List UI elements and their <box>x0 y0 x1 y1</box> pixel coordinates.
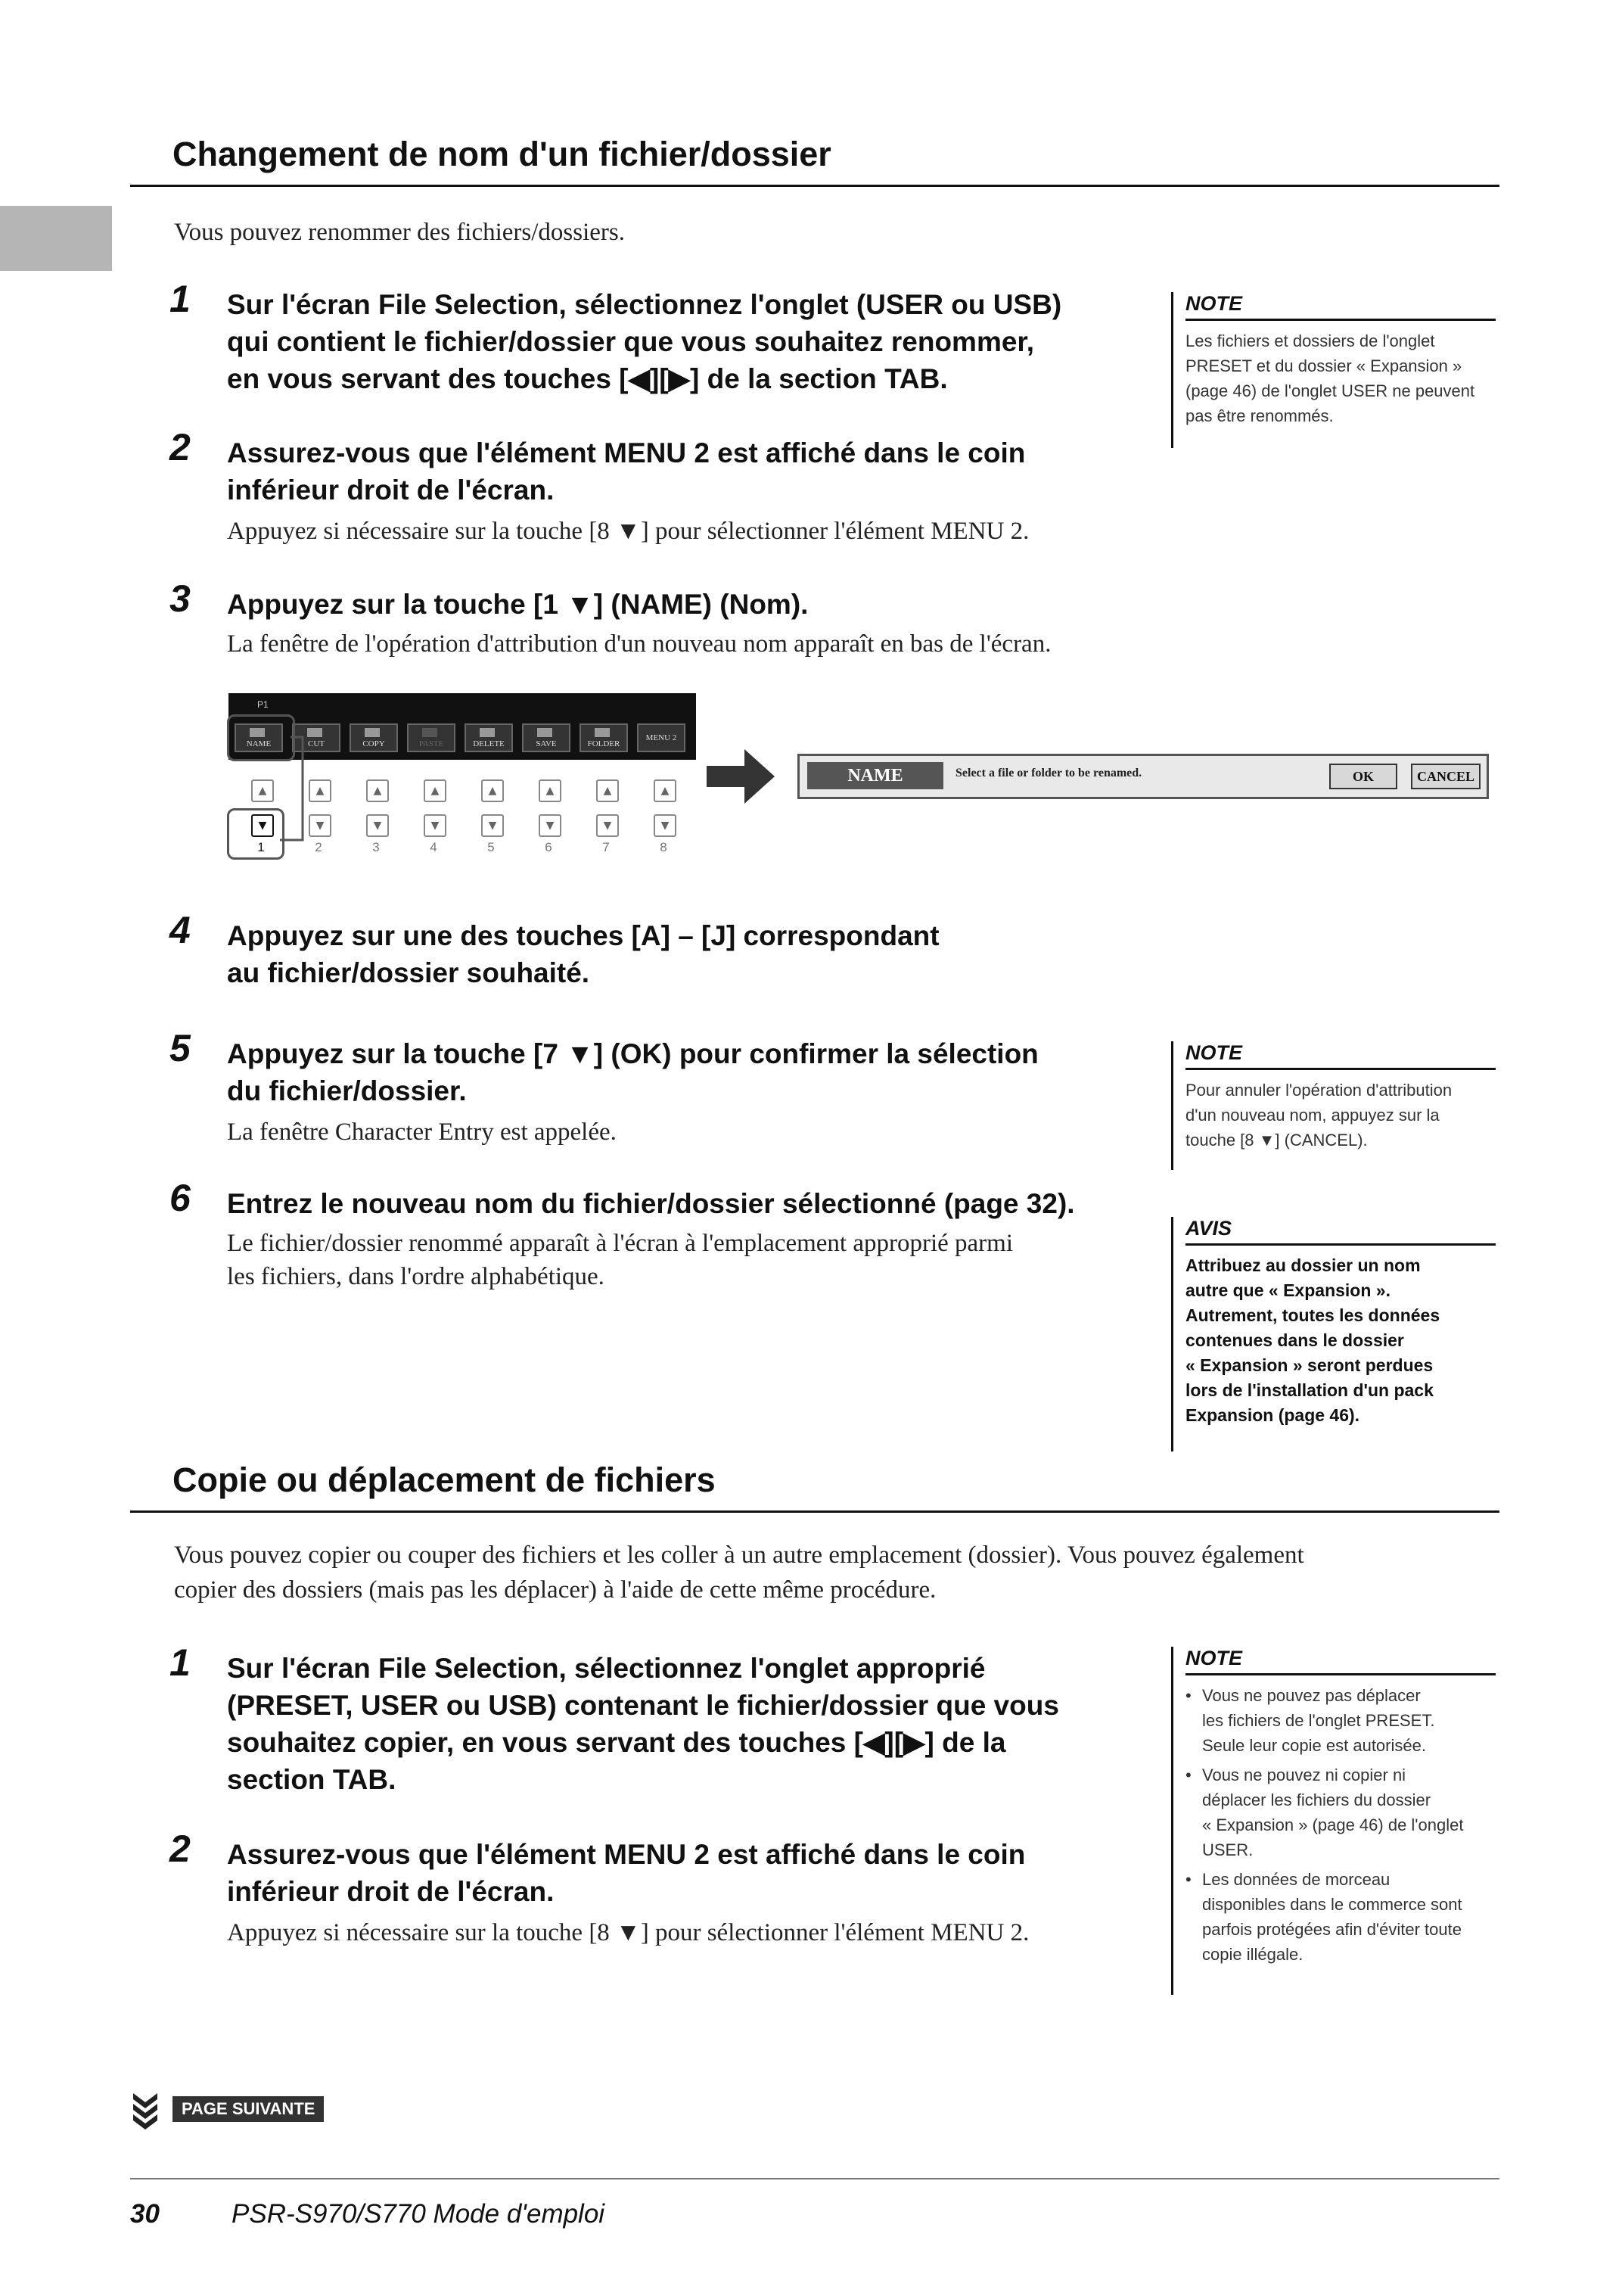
key-number: 1 <box>257 840 265 854</box>
dialog-message: Select a file or folder to be renamed. <box>955 767 1142 779</box>
step-number: 1 <box>169 278 191 320</box>
intro-line: copier des dossiers (mais pas les déplacer) à l'aide de cette même procédure. <box>174 1576 937 1604</box>
chapter-tab-marker <box>0 206 112 271</box>
button-label: COPY <box>362 739 385 748</box>
step-4 <box>227 917 1135 991</box>
avis-line: contenues dans le dossier <box>1185 1330 1404 1350</box>
step-title-line: du fichier/dossier. <box>227 1075 467 1106</box>
avis-box <box>1171 1217 1496 1451</box>
intro-line: Vous pouvez copier ou couper des fichiers et les coller à un autre emplacement (dossier). Vous pouvez également <box>174 1542 1304 1569</box>
arrow-right-icon <box>707 746 776 807</box>
step-number: 6 <box>169 1177 191 1219</box>
note-line: copie illégale. <box>1202 1945 1304 1964</box>
step-3 <box>227 586 1180 661</box>
step-title-line: Appuyez sur la touche [1 ▼] (NAME) (Nom). <box>227 589 809 620</box>
avis-text <box>1185 1253 1496 1428</box>
key-number: 2 <box>315 840 322 854</box>
save-button[interactable] <box>522 723 570 752</box>
step-number: 4 <box>169 909 191 951</box>
note-line: • Les données de morceau <box>1202 1870 1391 1889</box>
button-label: FOLDER <box>587 739 620 748</box>
button-label: NAME <box>246 739 272 748</box>
up-key-2[interactable]: ▲ <box>309 779 331 802</box>
note-text <box>1185 1078 1496 1153</box>
note-line: (page 46) de l'onglet USER ne peuvent <box>1185 381 1475 400</box>
step-title-line: (PRESET, USER ou USB) contenant le fichier/dossier que vous <box>227 1690 1059 1721</box>
down-key-8[interactable]: ▼ <box>654 814 676 837</box>
avis-line: « Expansion » seront perdues <box>1185 1355 1434 1375</box>
step-number: 5 <box>169 1027 191 1069</box>
note-line: touche [8 ▼] (CANCEL). <box>1185 1131 1368 1150</box>
note-line: pas être renommés. <box>1185 406 1334 425</box>
step-title-line: inférieur droit de l'écran. <box>227 1876 555 1907</box>
step-title-line: qui contient le fichier/dossier que vous souhaitez renommer, <box>227 326 1035 357</box>
key-number: 3 <box>372 840 380 854</box>
note-bullet <box>1185 1867 1496 1967</box>
step-title-line: Sur l'écran File Selection, sélectionnez l'onglet (USER ou USB) <box>227 289 1062 320</box>
step-title-line: section TAB. <box>227 1764 396 1795</box>
step-title-line: au fichier/dossier souhaité. <box>227 957 590 988</box>
avis-line: lors de l'installation d'un pack <box>1185 1380 1434 1400</box>
step-number: 1 <box>169 1641 191 1684</box>
step-title-line: Assurez-vous que l'élément MENU 2 est affiché dans le coin <box>227 1839 1026 1870</box>
avis-line: autre que « Expansion ». <box>1185 1280 1391 1300</box>
section-title-copy: Copie ou déplacement de fichiers <box>172 1461 716 1499</box>
step-desc-line: Le fichier/dossier renommé apparaît à l'écran à l'emplacement approprié parmi <box>227 1230 1013 1257</box>
next-page-link[interactable]: PAGE SUIVANTE <box>172 2096 324 2122</box>
down-key-7[interactable]: ▼ <box>596 814 619 837</box>
step-title-line: Entrez le nouveau nom du fichier/dossier sélectionné (page 32). <box>227 1188 1075 1219</box>
down-key-1[interactable]: ▼ <box>251 814 274 837</box>
step-title-line: Sur l'écran File Selection, sélectionnez l'onglet approprié <box>227 1653 986 1684</box>
note-line: disponibles dans le commerce sont <box>1202 1895 1462 1914</box>
button-label: MENU 2 <box>645 733 677 742</box>
note-bullet <box>1185 1762 1496 1862</box>
note-line: PRESET et du dossier « Expansion » <box>1185 356 1462 375</box>
copy-button[interactable] <box>350 723 398 752</box>
step-5 <box>227 1035 1150 1149</box>
paste-button[interactable] <box>407 723 455 752</box>
down-key-4[interactable]: ▼ <box>424 814 446 837</box>
note-line: Seule leur copie est autorisée. <box>1202 1736 1426 1755</box>
step-6 <box>227 1185 1165 1293</box>
section-rule <box>130 185 1499 187</box>
note-label: NOTE <box>1185 292 1496 321</box>
note-line: • Vous ne pouvez pas déplacer <box>1202 1686 1421 1705</box>
step-desc-line: Appuyez si nécessaire sur la touche [8 ▼] pour sélectionner l'élément MENU 2. <box>227 518 1030 545</box>
up-key-3[interactable]: ▲ <box>366 779 389 802</box>
note-line: Pour annuler l'opération d'attribution <box>1185 1081 1453 1100</box>
key-number: 4 <box>430 840 437 854</box>
section-intro: Vous pouvez renommer des fichiers/dossiers. <box>174 219 626 246</box>
note-label: NOTE <box>1185 1041 1496 1070</box>
dialog-name-label: NAME <box>807 762 943 789</box>
key-number: 7 <box>602 840 610 854</box>
step-title-line: inférieur droit de l'écran. <box>227 474 555 506</box>
note-bullet <box>1185 1683 1496 1758</box>
avis-line: Expansion (page 46). <box>1185 1405 1360 1425</box>
manual-title: PSR-S970/S770 Mode d'emploi <box>231 2199 605 2229</box>
step-title-line: en vous servant des touches [◀][▶] de la section TAB. <box>227 363 948 394</box>
step-1 <box>227 286 1135 397</box>
page-indicator: P1 <box>257 699 269 710</box>
section-title-rename: Changement de nom d'un fichier/dossier <box>172 135 831 173</box>
note-line: les fichiers de l'onglet PRESET. <box>1202 1711 1435 1730</box>
down-key-6[interactable]: ▼ <box>539 814 561 837</box>
section-intro <box>174 1538 1505 1607</box>
note-label: NOTE <box>1185 1647 1496 1675</box>
copy-step-2 <box>227 1836 1180 1949</box>
step-number: 2 <box>169 426 191 468</box>
note-line: parfois protégées afin d'éviter toute <box>1202 1920 1462 1939</box>
up-key-5[interactable]: ▲ <box>481 779 504 802</box>
folder-button[interactable] <box>580 723 628 752</box>
up-key-7[interactable]: ▲ <box>596 779 619 802</box>
note-box <box>1171 1041 1496 1170</box>
button-label: SAVE <box>536 739 557 748</box>
note-text <box>1185 328 1496 428</box>
step-desc-line: La fenêtre Character Entry est appelée. <box>227 1118 617 1146</box>
note-line: déplacer les fichiers du dossier <box>1202 1790 1431 1809</box>
cancel-button[interactable]: CANCEL <box>1411 764 1481 789</box>
note-line: Les fichiers et dossiers de l'onglet <box>1185 331 1435 350</box>
note-line: d'un nouveau nom, appuyez sur la <box>1185 1106 1440 1125</box>
avis-line: Autrement, toutes les données <box>1185 1305 1440 1325</box>
step-desc-line: Appuyez si nécessaire sur la touche [8 ▼] pour sélectionner l'élément MENU 2. <box>227 1919 1030 1946</box>
section-rule <box>130 1510 1499 1513</box>
note-line: « Expansion » (page 46) de l'onglet <box>1202 1815 1464 1834</box>
step-desc-line: les fichiers, dans l'ordre alphabétique. <box>227 1263 604 1290</box>
delete-button[interactable] <box>465 723 513 752</box>
button-label: DELETE <box>473 739 505 748</box>
note-box <box>1171 1647 1496 1995</box>
step-title-line: Appuyez sur une des touches [A] – [J] correspondant <box>227 920 940 951</box>
note-bullets <box>1185 1683 1496 1967</box>
avis-line: Attribuez au dossier un nom <box>1185 1255 1421 1275</box>
down-key-3[interactable]: ▼ <box>366 814 389 837</box>
rename-dialog <box>797 754 1489 799</box>
button-label: PASTE <box>418 739 444 748</box>
note-line: USER. <box>1202 1840 1254 1859</box>
key-number: 8 <box>660 840 667 854</box>
copy-step-1 <box>227 1650 1150 1798</box>
step-2 <box>227 434 1180 548</box>
footer-rule <box>130 2178 1499 2179</box>
down-key-2[interactable]: ▼ <box>309 814 331 837</box>
note-line: • Vous ne pouvez ni copier ni <box>1202 1766 1406 1784</box>
up-key-8[interactable]: ▲ <box>654 779 676 802</box>
page-number: 30 <box>130 2199 160 2229</box>
note-box <box>1171 292 1496 448</box>
ok-button[interactable]: OK <box>1329 764 1397 789</box>
down-key-5[interactable]: ▼ <box>481 814 504 837</box>
key-number: 6 <box>545 840 552 854</box>
step-title-line: Appuyez sur la touche [7 ▼] (OK) pour confirmer la sélection <box>227 1038 1039 1069</box>
up-key-4[interactable]: ▲ <box>424 779 446 802</box>
step-title-line: souhaitez copier, en vous servant des touches [◀][▶] de la <box>227 1727 1006 1758</box>
next-page-arrow-icon <box>130 2090 160 2133</box>
step-desc-line: La fenêtre de l'opération d'attribution d'un nouveau nom apparaît en bas de l'écran. <box>227 630 1052 658</box>
step-number: 2 <box>169 1828 191 1870</box>
avis-label: AVIS <box>1185 1217 1496 1246</box>
menu2-button[interactable] <box>637 723 685 752</box>
step-number: 3 <box>169 577 191 620</box>
up-key-6[interactable]: ▲ <box>539 779 561 802</box>
up-key-1[interactable]: ▲ <box>251 779 274 802</box>
key-number: 5 <box>487 840 495 854</box>
step-title-line: Assurez-vous que l'élément MENU 2 est affiché dans le coin <box>227 437 1026 468</box>
button-label: CUT <box>308 739 325 748</box>
